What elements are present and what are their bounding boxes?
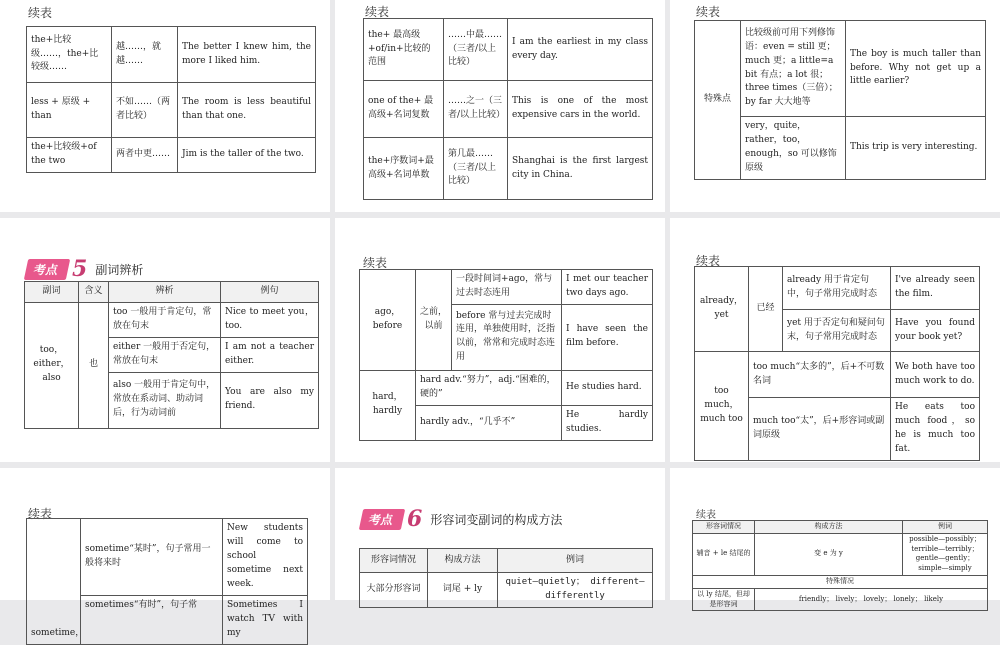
superlative-table <box>363 18 653 200</box>
caption: 续表 <box>696 510 716 521</box>
column-header: 例句 <box>221 282 319 303</box>
adverb-word: too much，much too <box>695 352 749 461</box>
table-cell: I've already seen the film. <box>891 267 980 310</box>
table-cell: much too“太”，后+形容词或副词原级 <box>749 398 891 461</box>
table-cell: also 一般用于肯定句中，常放在系动词、助动词后，行为动词前 <box>109 372 221 428</box>
table-row <box>693 588 988 611</box>
section-number: 5 <box>72 256 88 282</box>
table-cell: too 一般用于肯定句，常放在句末 <box>109 302 221 337</box>
table-cell: the+比较级……，the+比较级…… <box>27 27 112 83</box>
table-row <box>695 267 980 310</box>
panel-comparative-continued-1 <box>0 0 330 212</box>
panel-superlative-continued <box>335 0 665 212</box>
table-cell: ……之一（三者/以上比较） <box>444 81 508 138</box>
sometime-table <box>26 518 308 645</box>
table-cell: 词尾 + ly <box>428 573 498 608</box>
panel-adverb-distinction <box>0 218 330 462</box>
table-cell: 以 ly 结尾，但却是形容词 <box>693 588 755 611</box>
caption: 续表 <box>28 6 53 20</box>
table-cell: 越……，就越…… <box>112 27 178 83</box>
table-cell: one of the+ 最高级+名词复数 <box>364 81 444 138</box>
table-cell: This is one of the most expensive cars in the world. <box>508 81 653 138</box>
adverb-meaning: 之前，以前 <box>416 270 452 371</box>
table-cell: very，quite，rather，too，enough，so 可以修饰原级 <box>741 117 846 180</box>
table-cell: yet 用于否定句和疑问句末，句子常用完成时态 <box>783 310 891 352</box>
table-subheader-row <box>693 575 988 588</box>
panel-formation-continued <box>670 468 1000 608</box>
table-cell: sometimes“有时”，句子常 <box>81 595 223 644</box>
section-number: 6 <box>407 506 423 532</box>
adverb-word: ago，before <box>360 270 416 371</box>
row-label: 特殊点 <box>695 21 741 180</box>
table-header-row <box>360 549 653 573</box>
table-cell: the+ 最高级+of/in+比较的范围 <box>364 19 444 81</box>
table-cell: 比较级前可用下列修饰语：even = still 更；much 更；a little=a bit 有点；a lot 很；three times（三倍）；by far 大大地等 <box>741 21 846 117</box>
panel-sometime <box>0 468 330 638</box>
table-cell: friendly； lively； lovely； lonely； likely <box>755 588 988 611</box>
table-cell: This trip is very interesting. <box>846 117 986 180</box>
table-cell: already 用于肯定句中，句子常用完成时态 <box>783 267 891 310</box>
table-cell: Shanghai is the first largest city in China. <box>508 138 653 200</box>
table-row <box>27 83 316 138</box>
formation-table <box>359 548 653 608</box>
caption: 续表 <box>696 254 721 268</box>
table-cell: 变 e 为 y <box>755 533 903 575</box>
table-header-row <box>693 521 988 534</box>
table-cell: He studies hard. <box>562 370 653 405</box>
panel-adjective-to-adverb <box>335 468 665 600</box>
section-heading <box>26 256 143 282</box>
table-row <box>27 138 316 173</box>
panel-special-points <box>670 0 1000 212</box>
table-cell: sometime“某时”，句子常用一般将来时 <box>81 519 223 596</box>
column-header: 形容词情况 <box>360 549 428 573</box>
table-cell: 一段时间词+ago，常与过去时态连用 <box>452 270 562 305</box>
table-cell: The boy is much taller than before. Why not get up a little earlier? <box>846 21 986 117</box>
section-title: 形容词变副词的构成方法 <box>430 512 563 527</box>
table-row <box>27 27 316 83</box>
table-cell: I am the earliest in my class every day. <box>508 19 653 81</box>
table-cell: possible—possibly； terrible—terribly； gentle—gently； simple—simply <box>903 533 988 575</box>
formation-continued-table <box>692 520 988 611</box>
table-cell: before 常与过去完成时连用，单独使用时，泛指以前，常常和完成时态连用 <box>452 304 562 370</box>
column-header: 含义 <box>79 282 109 303</box>
table-cell: 不如……（两者比较） <box>112 83 178 138</box>
table-row <box>364 138 653 200</box>
table-cell: I have seen the film before. <box>562 304 653 370</box>
table-header-row <box>25 282 319 303</box>
table-cell: He eats too much food，so he is much too fat. <box>891 398 980 461</box>
table-row <box>27 519 308 596</box>
adverb-word: sometime， <box>27 519 81 645</box>
table-cell: either 一般用于否定句，常放在句末 <box>109 337 221 372</box>
table-cell: The room is less beautiful than that one. <box>178 83 316 138</box>
comparative-table <box>26 26 316 173</box>
table-cell: Have you found your book yet? <box>891 310 980 352</box>
panel-ago-hard <box>335 218 665 462</box>
table-cell: 大部分形容词 <box>360 573 428 608</box>
table-cell: The better I knew him, the more I liked him. <box>178 27 316 83</box>
table-row <box>360 270 653 305</box>
table-row <box>360 573 653 608</box>
table-cell: less + 原级 + than <box>27 83 112 138</box>
table-cell: quiet—quietly； different—differently <box>498 573 653 608</box>
table-row <box>693 533 988 575</box>
column-header: 例词 <box>903 521 988 534</box>
adverb-word: hard，hardly <box>360 370 416 440</box>
table-cell: hard adv.“努力”，adj.“困难的，硬的” <box>416 370 562 405</box>
table-cell: 辅音 + le 结尾的 <box>693 533 755 575</box>
table-cell: 第几最……（三者/以上比较） <box>444 138 508 200</box>
caption: 续表 <box>28 507 53 521</box>
caption: 续表 <box>363 256 388 270</box>
adverb-word: already，yet <box>695 267 749 352</box>
caption: 续表 <box>365 5 390 19</box>
panel-already-toomuch <box>670 218 1000 462</box>
table-cell: hardly adv.，“几乎不” <box>416 405 562 440</box>
table-cell: the+序数词+最高级+名词单数 <box>364 138 444 200</box>
table-cell: ……中最……（三者/以上比较） <box>444 19 508 81</box>
table-cell: You are also my friend. <box>221 372 319 428</box>
table-cell: Sometimes I watch TV with my <box>223 595 308 644</box>
section-title: 副词辨析 <box>95 262 144 277</box>
column-header: 例词 <box>498 549 653 573</box>
table-row <box>360 370 653 405</box>
badge-label: 考点 <box>24 259 70 280</box>
badge-label: 考点 <box>359 509 405 530</box>
table-row <box>25 302 319 337</box>
column-header: 形容词情况 <box>693 521 755 534</box>
special-cases-heading: 特殊情况 <box>693 575 988 588</box>
column-header: 副词 <box>25 282 79 303</box>
adverb-meaning: 也 <box>79 302 109 428</box>
table-cell: I am not a teacher either. <box>221 337 319 372</box>
column-header: 构成方法 <box>755 521 903 534</box>
adverb-word: too，either，also <box>25 302 79 428</box>
table-cell: Nice to meet you，too. <box>221 302 319 337</box>
section-heading <box>361 506 562 532</box>
special-points-table <box>694 20 986 180</box>
table-cell: We both have too much work to do. <box>891 352 980 398</box>
table-cell: too much“太多的”，后+不可数名词 <box>749 352 891 398</box>
table-cell: the+比较级+of the two <box>27 138 112 173</box>
table-row <box>695 21 986 117</box>
table-row <box>364 19 653 81</box>
table-row <box>364 81 653 138</box>
caption: 续表 <box>696 5 721 19</box>
table-cell: Jim is the taller of the two. <box>178 138 316 173</box>
adverb-meaning: 已经 <box>749 267 783 352</box>
table-cell: 两者中更…… <box>112 138 178 173</box>
column-header: 辨析 <box>109 282 221 303</box>
table-cell: I met our teacher two days ago. <box>562 270 653 305</box>
table-cell: New students will come to school sometime next week. <box>223 519 308 596</box>
column-header: 构成方法 <box>428 549 498 573</box>
table-cell: He hardly studies. <box>562 405 653 440</box>
adverb-table <box>24 281 319 429</box>
ago-hard-table <box>359 269 653 441</box>
table-row <box>695 352 980 398</box>
already-toomuch-table <box>694 266 980 461</box>
